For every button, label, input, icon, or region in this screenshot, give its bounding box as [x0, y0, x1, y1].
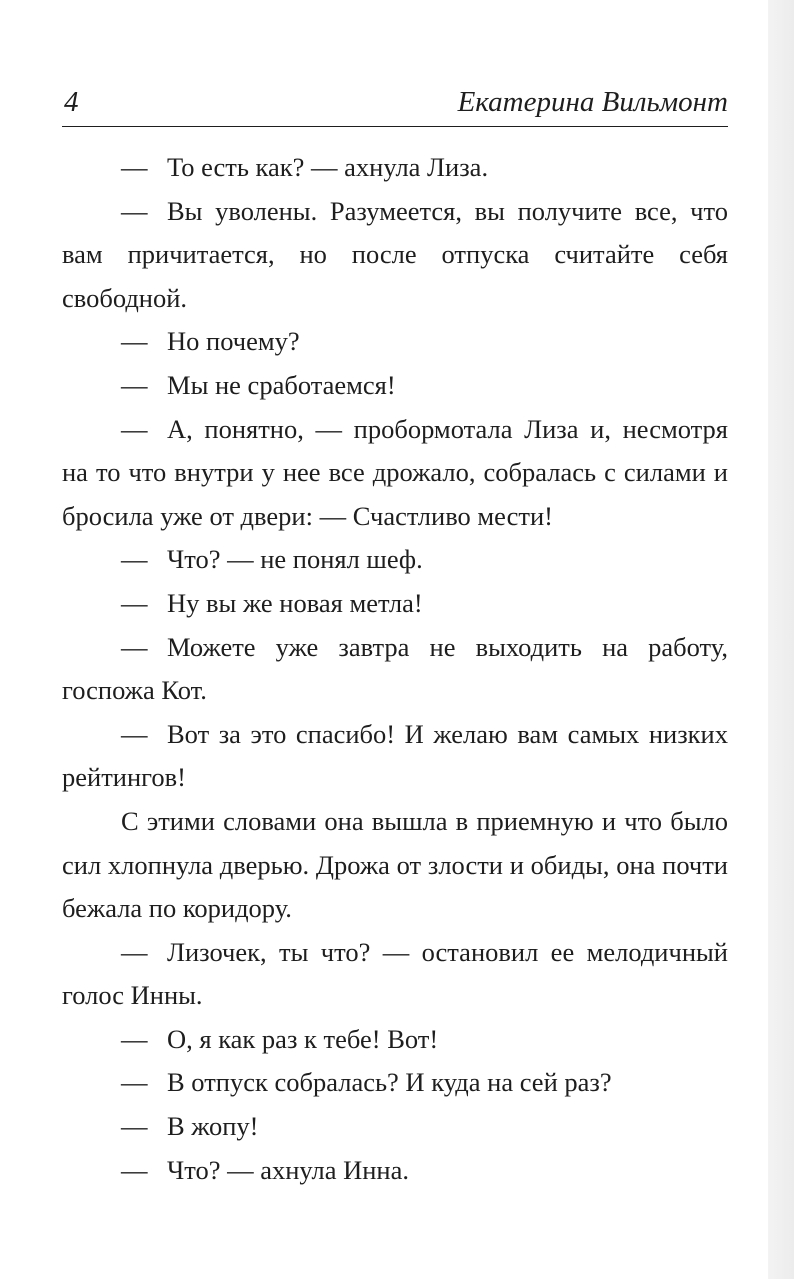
dialogue-dash: —: [121, 195, 148, 226]
paragraph-text: Лизочек, ты что? — остановил ее мелодичный голос Инны.: [62, 936, 728, 1011]
page-number: 4: [64, 86, 79, 118]
paragraph-text: Мы не сработаемся!: [167, 369, 396, 400]
paragraph-text: А, понятно, — пробормотала Лиза и, несмотря на то что внутри у нее все дрожало, собралась с силами и бросила уже от двери: — Счастливо мести!: [62, 413, 728, 531]
paragraph: [62, 626, 728, 713]
dialogue-dash: —: [121, 326, 148, 357]
paragraph-text: Но почему?: [167, 326, 300, 357]
paragraph: [62, 538, 728, 582]
dialogue-dash: —: [121, 1111, 148, 1142]
paragraph-text: В жопу!: [167, 1111, 259, 1142]
dialogue-dash: —: [121, 369, 148, 400]
dialogue-dash: —: [121, 936, 148, 967]
paragraph: [62, 931, 728, 1018]
paragraph: [62, 190, 728, 321]
dialogue-dash: —: [121, 544, 148, 575]
paragraph: [62, 1061, 728, 1105]
page-edge-shadow: [768, 0, 794, 1279]
running-head-author: Екатерина Вильмонт: [457, 86, 728, 118]
paragraph: [62, 1105, 728, 1149]
paragraph-text: Вот за это спасибо! И желаю вам самых низких рейтингов!: [62, 718, 728, 793]
paragraph: [62, 1149, 728, 1193]
paragraph-text: В отпуск собралась? И куда на сей раз?: [167, 1067, 612, 1098]
paragraph-text: Что? — ахнула Инна.: [167, 1154, 409, 1185]
paragraph: [62, 146, 728, 190]
narrative-paragraph: [62, 800, 728, 931]
dialogue-dash: —: [121, 718, 148, 749]
dialogue-dash: —: [121, 1067, 148, 1098]
paragraph-text: То есть как? — ахнула Лиза.: [167, 152, 489, 182]
dialogue-dash: —: [121, 631, 148, 662]
text-body: [62, 146, 728, 1192]
paragraph-text: С этими словами она вышла в приемную и что было сил хлопнула дверью. Дрожа от злости и обиды, она почти бежала по коридору.: [62, 805, 728, 924]
paragraph: [62, 364, 728, 408]
paragraph: [62, 320, 728, 364]
paragraph: [62, 582, 728, 626]
paragraph-text: Ну вы же новая метла!: [167, 587, 423, 618]
paragraph: [62, 1018, 728, 1062]
paragraph: [62, 713, 728, 800]
dialogue-dash: —: [121, 1023, 148, 1054]
paragraph-text: О, я как раз к тебе! Вот!: [167, 1023, 439, 1054]
dialogue-dash: —: [121, 587, 148, 618]
dialogue-dash: —: [121, 152, 148, 182]
paragraph-text: Можете уже завтра не выходить на работу, госпожа Кот.: [62, 631, 728, 706]
dialogue-dash: —: [121, 413, 148, 444]
paragraph-text: Что? — не понял шеф.: [167, 544, 423, 575]
header-rule: [62, 126, 728, 127]
dialogue-dash: —: [121, 1154, 148, 1185]
paragraph-text: Вы уволены. Разумеется, вы получите все, что вам причитается, но после отпуска считайте себя свободной.: [62, 195, 728, 313]
paragraph: [62, 408, 728, 539]
